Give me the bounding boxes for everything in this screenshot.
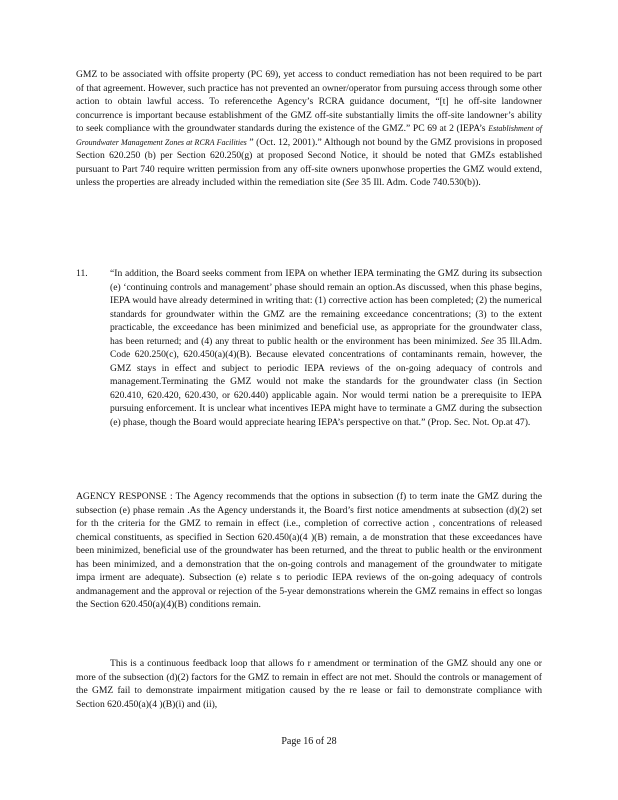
paragraph-gmz-offsite [76,68,542,190]
quote-text: 35 Ill.Adm. Code 620.250(c), 620.450(a)(4)(B). Because elevated concentrations of contaminants remain, however, the GMZ stays in effect and subject to periodic IEPA reviews of the on-going adequacy of controls and management.Terminating the GMZ would not make the standards for the groundwater class (in Section 620.410, 620.420, 620.430, or 620.440) applicable again. Nor would termi nation be a prerequisite to IEPA pursuing enforcement. It is unclear what incentives IEPA might have to terminate a GMZ during the subsection (e) phase, though the Board would appreciate hearing IEPA’s perspective on that.” (Prop. Sec. Not. Op.at 47). [110,335,542,428]
paragraph-text: ” (Oct. 12, 2001).” Although not bound by the GMZ provisions in proposed Section 620.250 (b) per Section 620.250(g) at proposed Second Notice, it should be noted that GMZs established pursuant to Part 740 require written permission from any off-site owners uponwhose properties the GMZ would extend, unless the properties are already included within the remediation site ( [76,136,542,188]
italic-see: See [480,335,495,347]
feedback-loop-paragraph: This is a continuous feedback loop that allows fo r amendment or termination of the GMZ should any one or more of the subsection (d)(2) factors for the GMZ to remain in effect are not met. Should the controls or management of the GMZ fail to demonstrate impairment mitigation caused by the re lease or fail to demonstrate compliance with Section 620.450(a)(4 )(B)(i) and (ii), [76,658,542,710]
paragraph-text: 35 Ill. Adm. Code 740.530(b)). [358,177,481,188]
italic-see: See [345,177,359,188]
italic-title: Establishment of Groundwater Management Zones at RCRA Facilities [76,124,542,147]
item-number: 11. [76,268,88,279]
quote-text: “In addition, the Board seeks comment from IEPA on whether IEPA terminating the GMZ during its subsection (e) ‘continuing controls and management’ phase should remain an option.As discussed, when this phase begins, IEPA would have already determined in writing that: (1) corrective action has been completed; (2) the numerical standards for groundwater within the GMZ are the remaining exceedance concentrations; (3) to the extent practicable, the exceedance has been minimized and beneficial use, as appropriate for the groundwater class, has been returned; and (4) any threat to public health or the environment has been minimized. [110,268,542,347]
agency-response-paragraph: AGENCY RESPONSE : The Agency recommends that the options in subsection (f) to term inate the GMZ during the subsection (e) phase remain .As the Agency understands it, the Board’s first notice amendments at subsection (d)(2) set for th the criteria for the GMZ to remain in effect (i.e., completion of corrective action , concentrations of released chemical constituents, as specified in Section 620.450(a)(4 )(B) remain, a de monstration that these exceedances have been minimized, beneficial use of the groundwater has been returned, and the threat to public health or the environment has been minimized, and a demonstration that the on-going controls and management of the groundwater to mitigate impa irment are adequate). Subsection (e) relate s to periodic IEPA reviews of the on-going adequacy of controls andmanagement and the approval or rejection of the 5-year demonstrations wherein the GMZ remains in effect so longas the Section 620.450(a)(4)(B) conditions remain. [76,491,542,610]
page-number-footer: Page 16 of 28 [281,736,337,747]
paragraph-text: GMZ to be associated with offsite property (PC 69), yet access to conduct remediation has not been required to be part of that agreement. However, such practice has not prevented an owner/operator from pursuing access through some other action to obtain lawful access. To referencethe Agency’s RCRA guidance document, “[t] he off-site landowner concurrence is important because establishment of the GMZ off-site substantially limits the off-site landowner’s ability to seek compliance with the groundwater standards during the existence of the GMZ.” PC 69 at 2 (IEPA’s [76,69,542,134]
board-quote-paragraph [110,267,542,429]
